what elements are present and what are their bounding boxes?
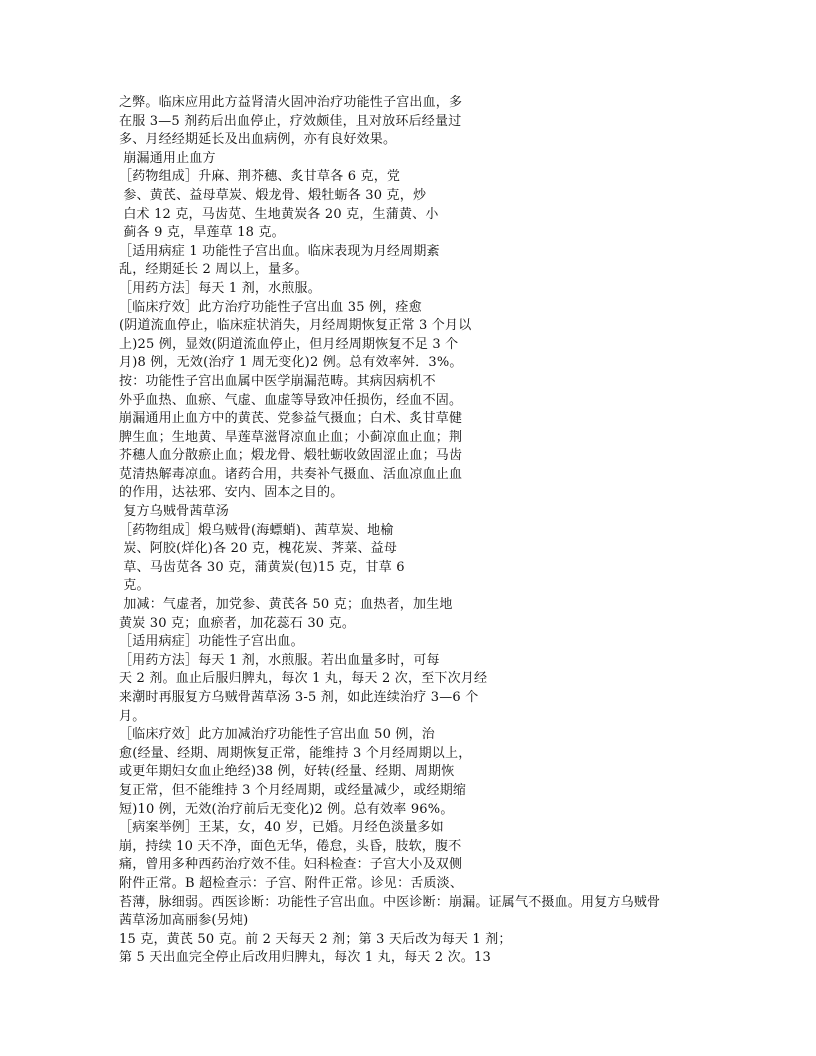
text-line: 复正常，但不能维持 3 个月经周期，或经量减少，或经期缩 — [119, 782, 467, 798]
text-line: 崩漏通用止血方 — [119, 150, 216, 166]
text-line: 苋清热解毒凉血。诸药合用，共奏补气摄血、活血凉血止血 — [119, 466, 463, 482]
text-line: 崩漏通用止血方中的黄芪、党参益气摄血；白术、炙甘草健 — [119, 411, 463, 427]
text-line: 按：功能性子宫出血属中医学崩漏范畴。其病因病机不 — [119, 373, 436, 389]
text-line: 之弊。临床应用此方益肾清火固冲治疗功能性子宫出血，多 — [119, 95, 463, 110]
text-line: ［适用病症 1 功能性子宫出血。临床表现为月经周期紊 — [119, 243, 440, 259]
text-line: ［用药方法］每天 1 剂，水煎服。 — [119, 280, 321, 296]
text-line: 来潮时再服复方乌贼骨茜草汤 3-5 剂，如此连续治疗 3—6 个 — [119, 690, 479, 705]
text-line: 月。 — [119, 708, 146, 724]
text-line: ［药物组成］煅乌贼骨(海螵蛸)、茜草炭、地榆 — [119, 522, 394, 538]
text-line: 苔薄，脉细弱。西医诊断：功能性子宫出血。中医诊断：崩漏。证属气不摄血。用复方乌贼骨 — [119, 894, 661, 910]
text-line: 蓟各 9 克，旱莲草 18 克。 — [119, 225, 285, 241]
document-body-text — [119, 94, 709, 968]
text-line: 第 5 天出血完全停止后改用归脾丸，每次 1 丸，每天 2 次。13 — [119, 950, 491, 966]
text-line: 加减：气虚者，加党参、黄芪各 50 克；血热者，加生地 — [119, 597, 453, 613]
text-line: ［病案举例］王某，女，40 岁，已婚。月经色淡量多如 — [119, 820, 444, 836]
text-line: 草、马齿苋各 30 克，蒲黄炭(包)15 克，甘草 6 — [119, 559, 405, 575]
text-line: 15 克，黄芪 50 克。前 2 天每天 2 剂；第 3 天后改为每天 1 剂； — [119, 931, 512, 947]
text-line: 外乎血热、血瘀、气虚、血虚等导致冲任损伤，经血不固。 — [119, 392, 463, 408]
text-line: 崩，持续 10 天不净，面色无华，倦怠，头昏，肢软，腹不 — [119, 838, 462, 854]
text-line: 参、黄芪、益母草炭、煅龙骨、煅牡蛎各 30 克，炒 — [119, 187, 427, 203]
text-line: 克。 — [119, 578, 150, 594]
text-line: 或更年期妇女血止绝经)38 例，好转(经量、经期、周期恢 — [119, 764, 455, 780]
text-line: 脾生血；生地黄、旱莲草滋肾凉血止血；小蓟凉血止血；荆 — [119, 429, 463, 445]
text-line: 乱，经期延长 2 周以上，量多。 — [119, 262, 308, 278]
text-line: 复方乌贼骨茜草汤 — [119, 504, 229, 520]
text-line: 附件正常。B 超检查示：子宫、附件正常。诊见：舌质淡、 — [119, 875, 464, 891]
text-line: 多、月经经期延长及出血病例，亦有良好效果。 — [119, 132, 397, 148]
text-line: 愈(经量、经期、周期恢复正常，能维持 3 个月经周期以上， — [119, 745, 472, 761]
text-line: 芥穗人血分散瘀止血；煅龙骨、煅牡蛎收敛固涩止血；马齿 — [119, 448, 463, 464]
text-line: 黄炭 30 克；血瘀者，加花蕊石 30 克。 — [119, 615, 356, 631]
text-line: 上)25 例，显效(阴道流血停止，但月经周期恢复不足 3 个 — [119, 336, 459, 352]
text-line: ［药物组成］升麻、荆芥穗、炙甘草各 6 克，党 — [119, 169, 401, 185]
text-line: 月)8 例，无效(治疗 1 周无变化)2 例。总有效率舛．3%。 — [119, 355, 463, 371]
text-line: 茜草汤加高丽参(另炖) — [119, 913, 249, 929]
text-line: 短)10 例，无效(治疗前后无变化)2 例。总有效率 96%。 — [119, 801, 454, 817]
text-line: 天 2 剂。血止后服归脾丸，每次 1 丸，每天 2 次，至下次月经 — [119, 671, 488, 687]
text-line: 的作用，达祛邪、安内、固本之目的。 — [119, 485, 344, 501]
text-line: (阴道流血停止，临床症状消失，月经周期恢复正常 3 个月以 — [119, 318, 472, 334]
text-line: ［用药方法］每天 1 剂，水煎服。若出血量多时，可每 — [119, 652, 440, 668]
text-line: ［临床疗效］此方治疗功能性子宫出血 35 例，痊愈 — [119, 299, 422, 315]
text-line: 痛，曾用多种西药治疗效不佳。妇科检查：子宫大小及双侧 — [119, 857, 463, 873]
text-line: ［临床疗效］此方加减治疗功能性子宫出血 50 例，治 — [119, 727, 436, 743]
text-line: ［适用病症］功能性子宫出血。 — [119, 634, 304, 650]
text-line: 白术 12 克，马齿苋、生地黄炭各 20 克，生蒲黄、小 — [119, 206, 439, 222]
text-line: 在服 3—5 剂药后出血停止，疗效颇佳，且对放环后经量过 — [119, 113, 462, 129]
text-line: 炭、阿胶(烊化)各 20 克，槐花炭、荠菜、益母 — [119, 541, 398, 557]
